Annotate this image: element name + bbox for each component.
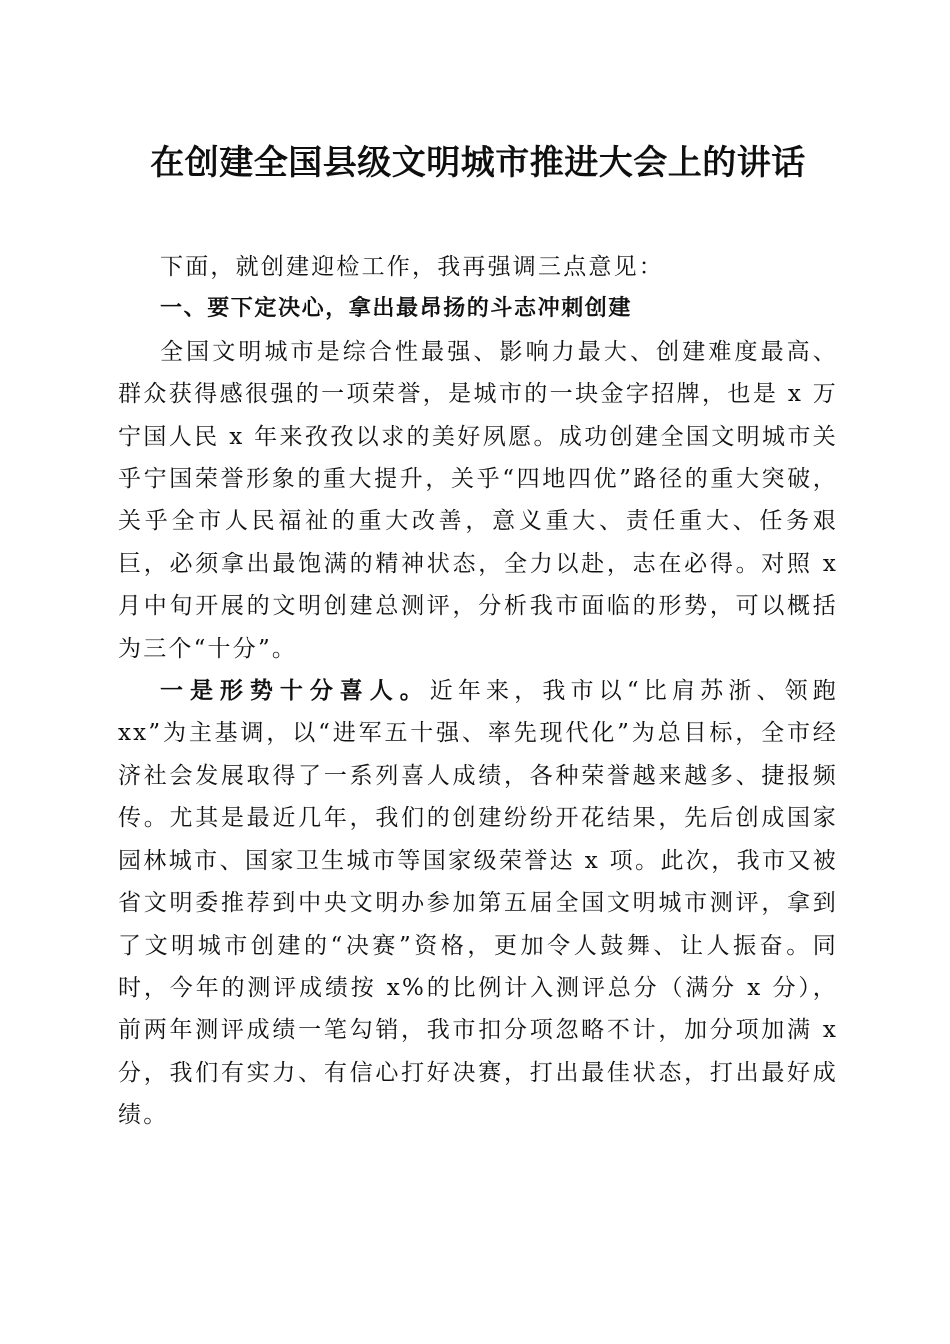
section-heading-1: 一、要下定决心，拿出最昂扬的斗志冲刺创建: [160, 296, 633, 322]
paragraph-body-text: 近年来，我市以“比肩苏浙、领跑 xx”为主基调，以“进军五十强、率先现代化”为总目标，全市经济社会发展取得了一系列喜人成绩，各种荣誉越来越多、捷报频传。尤其是最近几年，我们的创建纷纷开花结果，先后创成国家园林城市、国家卫生城市等国家级荣誉达 x 项。此次，我市又被省文明委推荐到中央文明办参加第五届全国文明城市测评，拿到了文明城市创建的“决赛”资格，更加令人鼓舞、让人振奋。同时，今年的测评成绩按 x%的比例计入测评总分（满分 x 分），前两年测评成绩一笔勾销，我市扣分项忽略不计，加分项加满 x 分，我们有实力、有信心打好决赛，打出最佳状态，打出最好成绩。: [118, 678, 838, 1129]
document-title: 在创建全国县级文明城市推进大会上的讲话: [150, 143, 806, 183]
intro-paragraph: 下面，就创建迎检工作，我再强调三点意见：: [160, 254, 664, 280]
body-paragraph-1: 全国文明城市是综合性最强、影响力最大、创建难度最高、群众获得感很强的一项荣誉，是城市的一块金字招牌，也是 x 万宁国人民 x 年来孜孜以求的美好夙愿。成功创建全国文明城市关乎宁国荣誉形象的重大提升，关乎“四地四优”路径的重大突破，关乎全市人民福祉的重大改善，意义重大、责任重大、任务艰巨，必须拿出最饱满的精神状态，全力以赴，志在必得。对照 x 月中旬开展的文明创建总测评，分析我市面临的形势，可以概括为三个“十分”。: [118, 338, 838, 662]
paragraph-lead-phrase: 一是形势十分喜人。: [160, 678, 430, 705]
body-paragraph-2: [118, 670, 838, 1136]
